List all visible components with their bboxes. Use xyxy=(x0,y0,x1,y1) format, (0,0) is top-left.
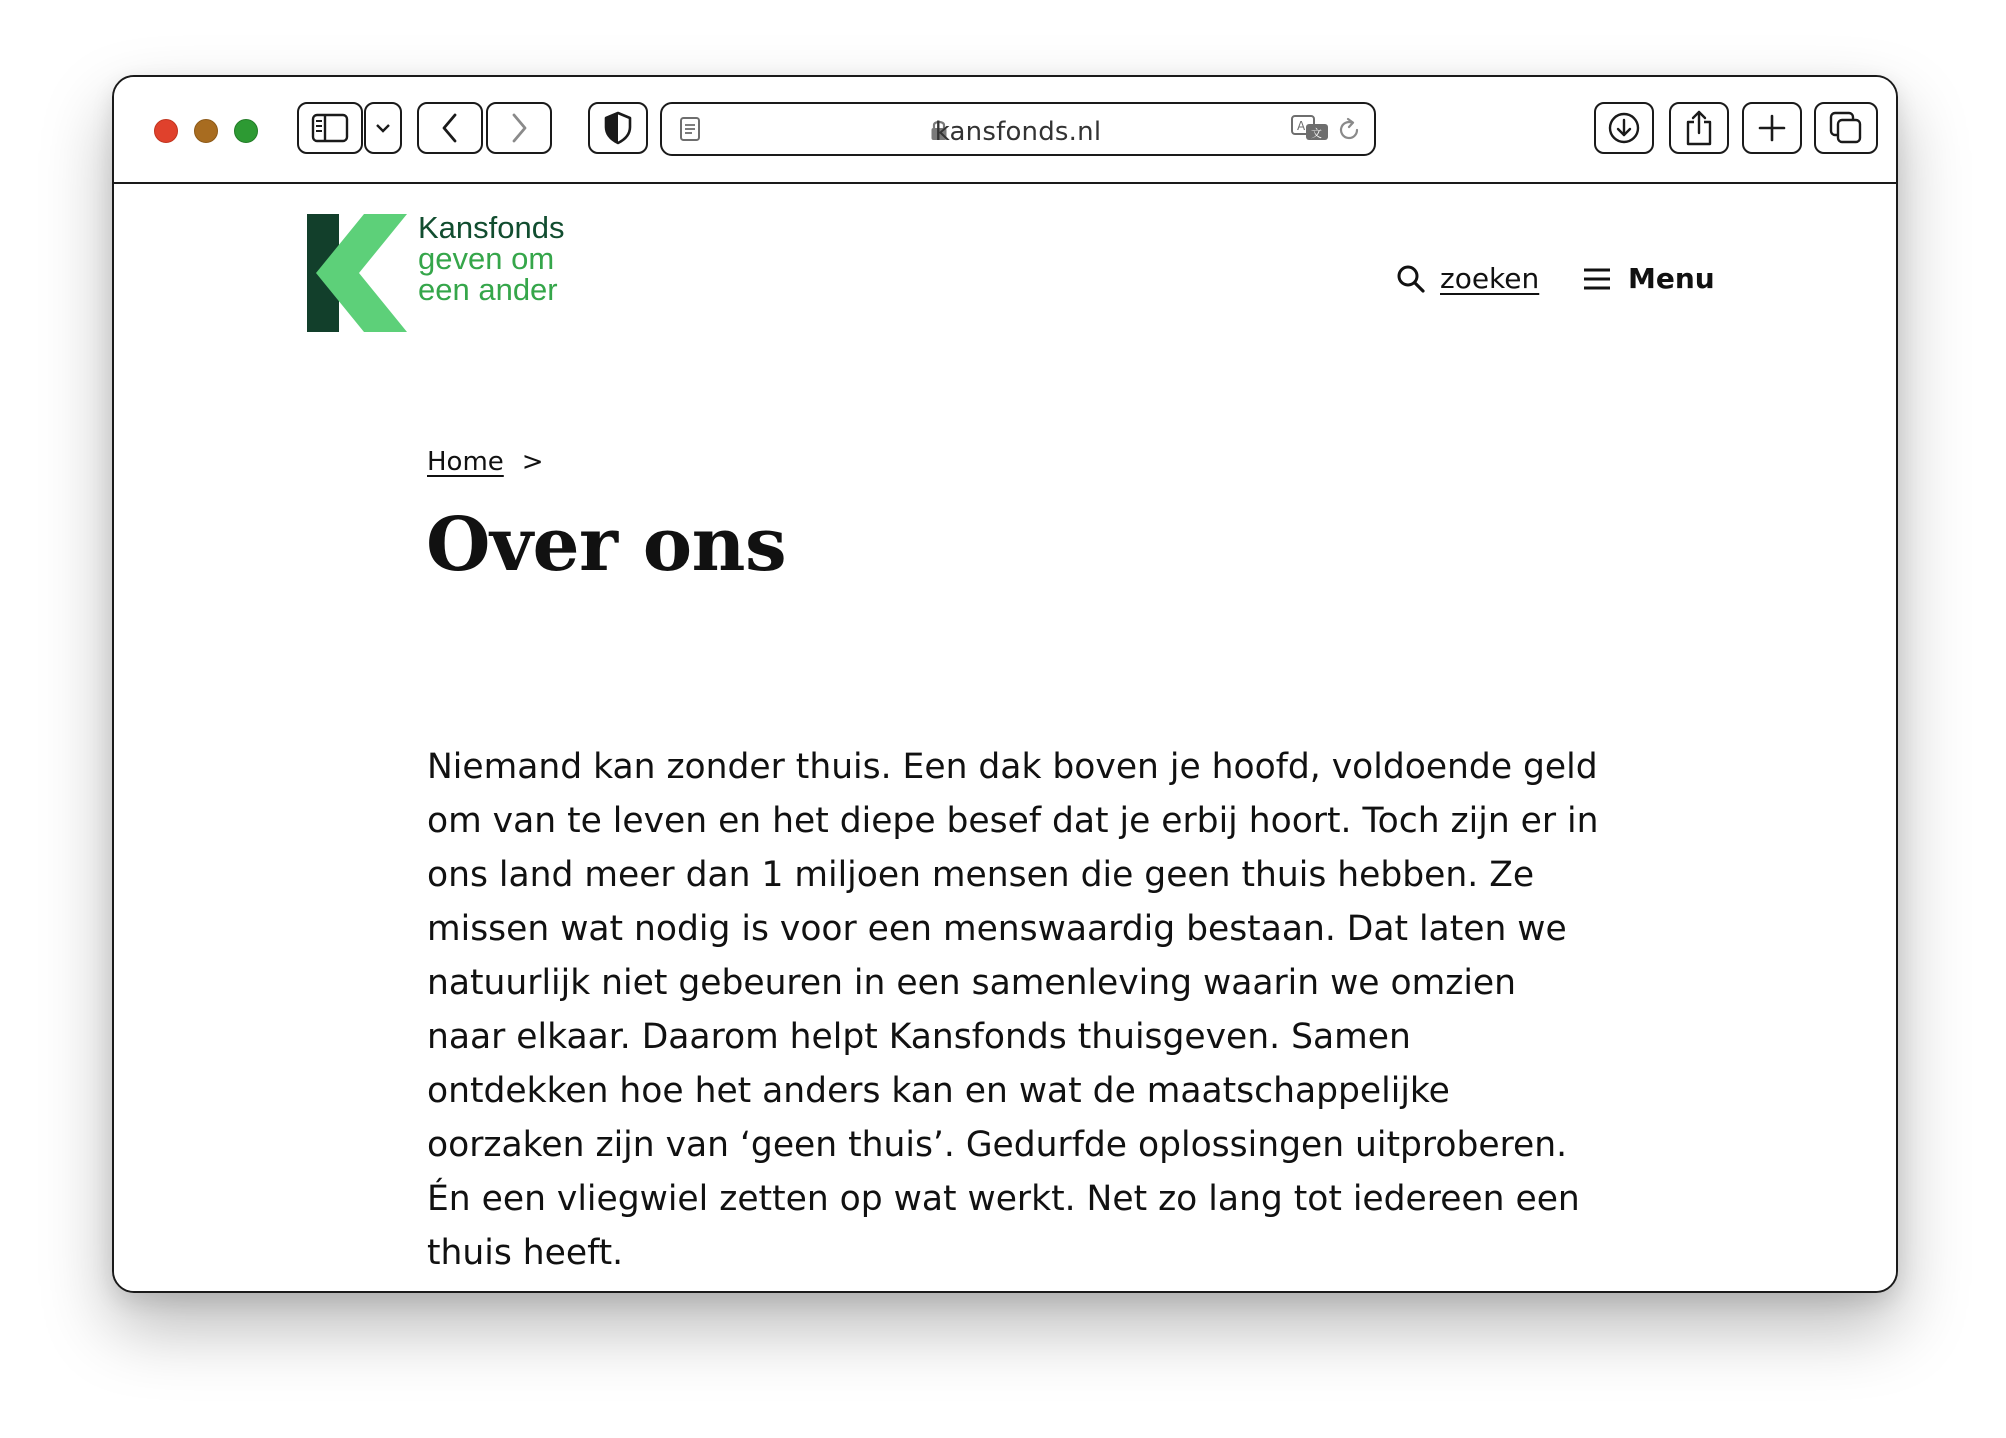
maximize-window-button[interactable] xyxy=(234,119,258,143)
minimize-window-button[interactable] xyxy=(194,119,218,143)
tab-group-dropdown-button[interactable] xyxy=(364,102,402,154)
reload-icon[interactable] xyxy=(1336,116,1362,144)
privacy-report-button[interactable] xyxy=(588,102,648,154)
close-window-button[interactable] xyxy=(154,119,178,143)
forward-button[interactable] xyxy=(486,102,552,154)
search-label: zoeken xyxy=(1440,262,1540,295)
share-icon xyxy=(1684,109,1714,147)
logo-line-1: Kansfonds xyxy=(418,210,565,245)
intro-paragraph: Niemand kan zonder thuis. Een dak boven je hoofd, voldoende geld om van te leven en het diepe besef dat je erbij hoort. Toch zijn er in ons land meer dan 1 miljoen mensen die geen thuis hebben. Ze missen wat nodig is voor een menswaardig bestaan. Dat laten we natuurlijk niet gebeuren in een samenleving waarin we omzien naar elkaar. Daarom helpt Kansfonds thuisgeven. Samen ontdekken hoe het anders kan en wat de maatschappelijke oorzaken zijn van ‘geen thuis’. Gedurfde oplossingen uitproberen. Én een vliegwiel zetten op wat werkt. Net zo lang tot iedereen een thuis heeft. xyxy=(427,747,1599,1273)
tabs-icon xyxy=(1829,111,1863,145)
sidebar-icon xyxy=(311,113,349,143)
back-button[interactable] xyxy=(417,102,483,154)
breadcrumb xyxy=(427,447,544,477)
address-bar[interactable] xyxy=(660,102,1376,156)
new-tab-button[interactable] xyxy=(1742,102,1802,154)
downloads-button[interactable] xyxy=(1594,102,1654,154)
menu-button[interactable] xyxy=(1582,262,1715,295)
translate-icon[interactable] xyxy=(1290,114,1330,144)
logo-wordmark xyxy=(418,212,565,305)
browser-toolbar xyxy=(114,77,1896,184)
shield-icon xyxy=(603,111,633,145)
svg-text:文: 文 xyxy=(1311,127,1322,140)
kansfonds-logo-mark xyxy=(307,214,407,332)
chevron-down-icon xyxy=(375,122,391,134)
web-page xyxy=(114,184,1896,1291)
tab-overview-button[interactable] xyxy=(1814,102,1878,154)
breadcrumb-separator: > xyxy=(521,447,544,477)
browser-window xyxy=(112,75,1898,1293)
search-icon xyxy=(1396,264,1426,294)
hamburger-menu-icon xyxy=(1582,266,1612,292)
share-button[interactable] xyxy=(1669,102,1729,154)
download-icon xyxy=(1607,111,1641,145)
breadcrumb-home-link[interactable]: Home xyxy=(427,447,504,477)
logo-line-3: een ander xyxy=(418,272,558,307)
forward-icon xyxy=(509,112,529,144)
menu-label: Menu xyxy=(1628,262,1715,295)
url-text: kansfonds.nl xyxy=(934,117,1102,147)
sidebar-toggle-button[interactable] xyxy=(297,102,363,154)
logo-line-2: geven om xyxy=(418,241,555,276)
search-link[interactable] xyxy=(1396,262,1539,295)
svg-text:A: A xyxy=(1297,119,1306,133)
back-icon xyxy=(440,112,460,144)
page-title: Over ons xyxy=(426,502,787,588)
plus-icon xyxy=(1757,113,1787,143)
